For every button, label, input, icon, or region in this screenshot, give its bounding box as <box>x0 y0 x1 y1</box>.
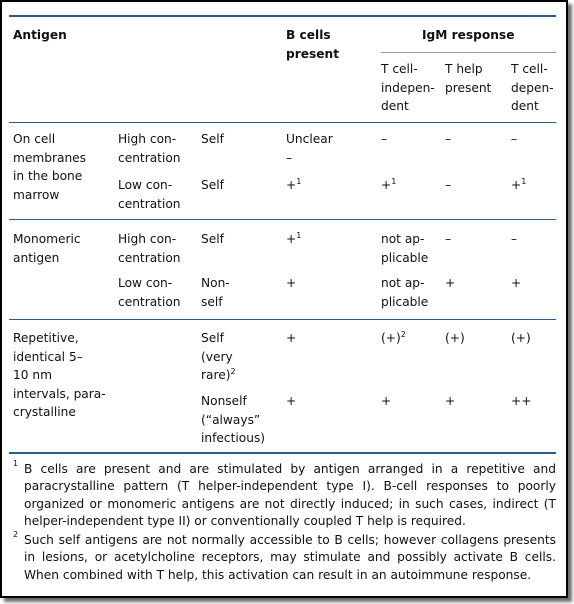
g2-r1-t-dep: – <box>511 232 518 246</box>
header-bottom-rule <box>9 122 556 123</box>
g3-r2-t-help: + <box>445 394 456 408</box>
table-bottom-rule <box>9 452 556 454</box>
g1-r1-concentration: High con- centration <box>118 132 181 165</box>
g3-r1-type: Self (very rare)$^2$ <box>201 331 236 382</box>
g1-r1-type: Self <box>201 132 224 146</box>
group-2-antigen: Monomeric antigen <box>13 232 81 265</box>
footnote-1: 1 B cells are present and are stimulated by antigen arranged in a repetitive and paracrystalline pattern (T helper-independent type I). B-cell responses to poorly organized or monomeric antigens are not directly induced; in such cases, indirect (T helper-independent type II) or conventionally coupled T help is required. <box>13 461 556 530</box>
g3-r1-t-indep: $(+)^2$ <box>381 330 406 345</box>
group-divider-1 <box>9 219 556 220</box>
g1-r1-t-indep: – <box>381 132 388 146</box>
group-3-antigen: Repetitive, identical 5– 10 nm intervals, para- crystalline <box>13 331 106 419</box>
footnote-ref: 2 <box>400 330 406 339</box>
top-rule <box>9 15 556 17</box>
g2-r2-t-indep: not ap- plicable <box>381 276 429 309</box>
g2-r1-t-help: – <box>445 232 452 246</box>
g3-r1-b-cells: + <box>286 331 297 345</box>
g3-r2-type: Nonself (“always” infectious) <box>201 394 266 445</box>
footnote-ref: 1 <box>296 177 302 186</box>
igm-subheader-rule <box>381 52 556 53</box>
footnote-ref: 2 <box>230 367 236 376</box>
footnote-ref: 1 <box>391 177 397 186</box>
g2-r2-t-dep: + <box>511 276 522 290</box>
g3-r2-t-dep: ++ <box>511 394 532 408</box>
g1-r2-type: Self <box>201 178 224 192</box>
header-antigen: Antigen <box>13 28 67 42</box>
g3-r2-b-cells: + <box>286 394 297 408</box>
g1-r2-concentration: Low con- centration <box>118 178 181 211</box>
g1-r1-t-dep: – <box>511 132 518 146</box>
g1-r1-b-cells: Unclear – <box>286 132 333 165</box>
group-1-antigen: On cell membranes in the bone marrow <box>13 132 87 202</box>
header-t-cell-dependent: T cell- depen- dent <box>511 62 554 113</box>
footnote-ref: 1 <box>521 177 527 186</box>
footnote-text: B cells are present and are stimulated by antigen arranged in a repetitive and paracrystalline pattern (T helper-independent type I). B-cell responses to poorly organized or monomeric antigens are not directly induced; in such cases, indirect (T helper-independent type II) or conventionally coupled T help is required. <box>24 462 556 528</box>
g2-r1-type: Self <box>201 232 224 246</box>
footnote-2: 2 Such self antigens are not normally accessible to B cells; however collagens presents in lesions, or acetylcholine receptors, may stimulate and possibly activate B cells. When combined with T help, this activation can result in an autoimmune response. <box>13 532 556 584</box>
header-b-cells-present: B cells present <box>286 28 340 61</box>
g2-r1-concentration: High con- centration <box>118 232 181 265</box>
g2-r2-t-help: + <box>445 276 456 290</box>
footnote-ref: 1 <box>296 231 302 240</box>
g3-r2-t-indep: + <box>381 394 392 408</box>
group-divider-2 <box>9 319 556 320</box>
g3-r1-t-dep: (+) <box>511 331 531 345</box>
header-igm-response: IgM response <box>422 28 515 42</box>
g1-r2-t-indep: +$^1$ <box>381 177 397 192</box>
g2-r1-t-indep: not ap- plicable <box>381 232 429 265</box>
g2-r2-type: Non- self <box>201 276 230 309</box>
g1-r2-t-help: – <box>445 178 452 192</box>
g2-r1-b-cells: +$^1$ <box>286 231 302 246</box>
g1-r2-t-dep: +$^1$ <box>511 177 527 192</box>
g2-r2-b-cells: + <box>286 276 297 290</box>
g1-r2-b-cells: +$^1$ <box>286 177 302 192</box>
header-t-help-present: T help present <box>445 62 492 95</box>
g3-r1-t-help: (+) <box>445 331 465 345</box>
footnote-text: Such self antigens are not normally accessible to B cells; however collagens presents in lesions, or acetylcholine receptors, may stimulate and possibly activate B cells. When combined with T help, this activation can result in an autoimmune response. <box>24 533 556 582</box>
header-t-cell-independent: T cell- indepen- dent <box>381 62 435 113</box>
g2-r2-concentration: Low con- centration <box>118 276 181 309</box>
g1-r1-t-help: – <box>445 132 452 146</box>
